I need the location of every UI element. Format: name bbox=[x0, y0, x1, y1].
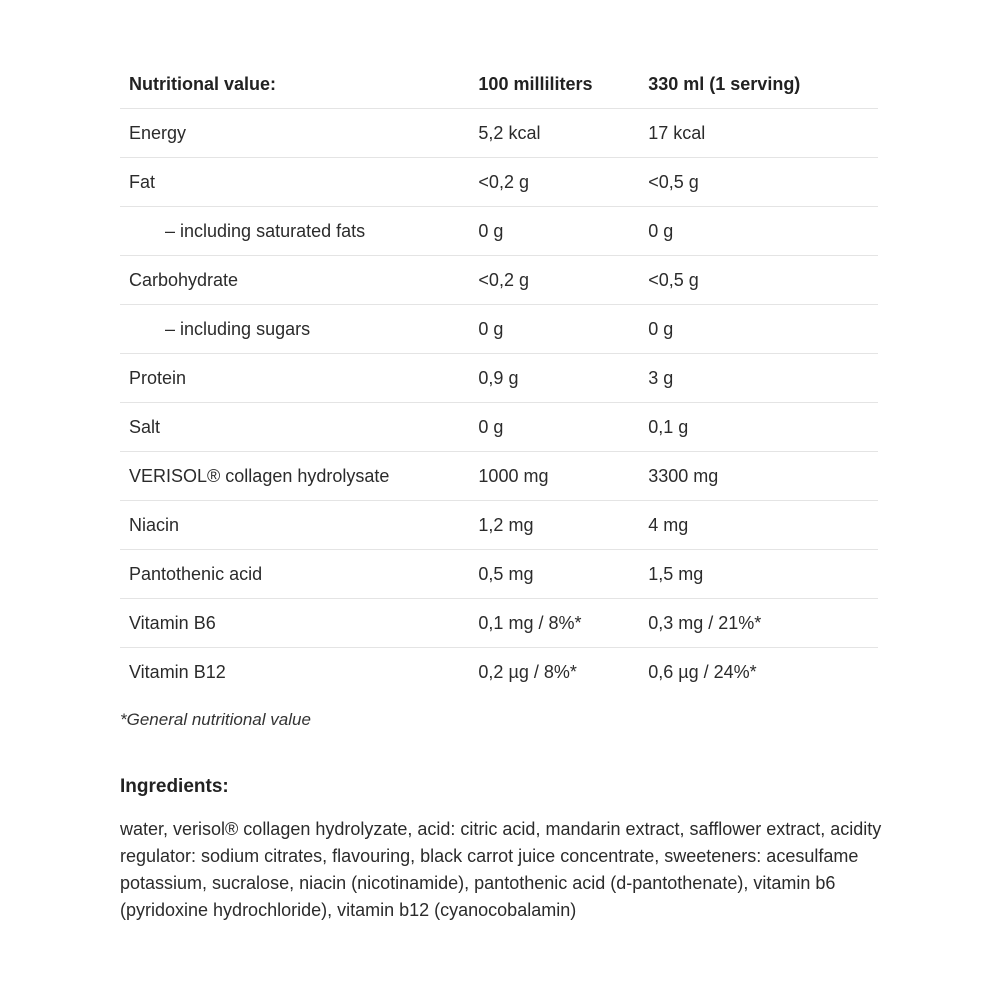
table-row bbox=[120, 648, 878, 697]
value-per-100ml: 0 g bbox=[469, 305, 639, 354]
nutrient-name: Niacin bbox=[120, 501, 469, 550]
value-per-100ml: 1,2 mg bbox=[469, 501, 639, 550]
value-per-serving: 0 g bbox=[639, 305, 878, 354]
table-header-row bbox=[120, 60, 878, 109]
table-row bbox=[120, 403, 878, 452]
value-per-serving: 3 g bbox=[639, 354, 878, 403]
ingredients-text: water, verisol® collagen hydrolyzate, acid: citric acid, mandarin extract, safflower extract, acidity regulator: sodium citrates, flavouring, black carrot juice concentrate, sweeteners: acesulfame potassium, sucralose, niacin (nicotinamide), pantothenic acid (d-pantothenate), vitamin b6 (pyridoxine hydrochloride), vitamin b12 (cyanocobalamin) bbox=[120, 819, 882, 920]
value-per-100ml: <0,2 g bbox=[469, 256, 639, 305]
table-row bbox=[120, 354, 878, 403]
column-header-per-serving: 330 ml (1 serving) bbox=[639, 60, 878, 109]
value-per-100ml: <0,2 g bbox=[469, 158, 639, 207]
nutrient-name: Protein bbox=[120, 354, 469, 403]
nutrient-name: Salt bbox=[120, 403, 469, 452]
value-per-100ml: 1000 mg bbox=[469, 452, 639, 501]
nutrient-name: Pantothenic acid bbox=[120, 550, 469, 599]
nutrient-name: Carbohydrate bbox=[120, 256, 469, 305]
table-row bbox=[120, 550, 878, 599]
nutrient-name: Energy bbox=[120, 109, 469, 158]
value-per-serving: <0,5 g bbox=[639, 158, 878, 207]
value-per-serving: 1,5 mg bbox=[639, 550, 878, 599]
table-row bbox=[120, 256, 878, 305]
value-per-serving: 0,6 µg / 24%* bbox=[648, 661, 757, 682]
value-per-100ml: 0 g bbox=[469, 403, 639, 452]
value-per-100ml: 0,2 µg / 8%* bbox=[478, 661, 577, 682]
value-per-serving: 4 mg bbox=[639, 501, 878, 550]
nutrient-name: Fat bbox=[120, 158, 469, 207]
value-per-serving: 17 kcal bbox=[639, 109, 878, 158]
table-row bbox=[120, 305, 878, 354]
value-per-100ml: 0,9 g bbox=[469, 354, 639, 403]
footnote: *General nutritional value bbox=[120, 710, 311, 729]
table-row bbox=[120, 109, 878, 158]
value-per-serving: <0,5 g bbox=[639, 256, 878, 305]
nutrient-name-sub: – including saturated fats bbox=[120, 207, 469, 256]
table-row bbox=[120, 452, 878, 501]
nutrient-name: Vitamin B12 bbox=[129, 661, 226, 682]
value-per-serving: 3300 mg bbox=[639, 452, 878, 501]
column-header-nutrient: Nutritional value: bbox=[120, 60, 469, 109]
column-header-per-100ml: 100 milliliters bbox=[469, 60, 639, 109]
nutrition-table bbox=[120, 60, 878, 696]
nutrient-name: VERISOL® collagen hydrolysate bbox=[120, 452, 469, 501]
value-per-serving: 0,1 g bbox=[639, 403, 878, 452]
table-row bbox=[120, 158, 878, 207]
value-per-serving: 0 g bbox=[639, 207, 878, 256]
table-row bbox=[120, 599, 878, 648]
value-per-100ml: 0 g bbox=[469, 207, 639, 256]
nutrient-name-sub: – including sugars bbox=[120, 305, 469, 354]
nutrient-name: Vitamin B6 bbox=[120, 599, 469, 648]
value-per-100ml: 0,1 mg / 8%* bbox=[469, 599, 639, 648]
value-per-serving: 0,3 mg / 21%* bbox=[639, 599, 878, 648]
table-row bbox=[120, 207, 878, 256]
value-per-100ml: 0,5 mg bbox=[469, 550, 639, 599]
ingredients-heading: Ingredients: bbox=[120, 776, 229, 797]
table-row bbox=[120, 501, 878, 550]
value-per-100ml: 5,2 kcal bbox=[469, 109, 639, 158]
